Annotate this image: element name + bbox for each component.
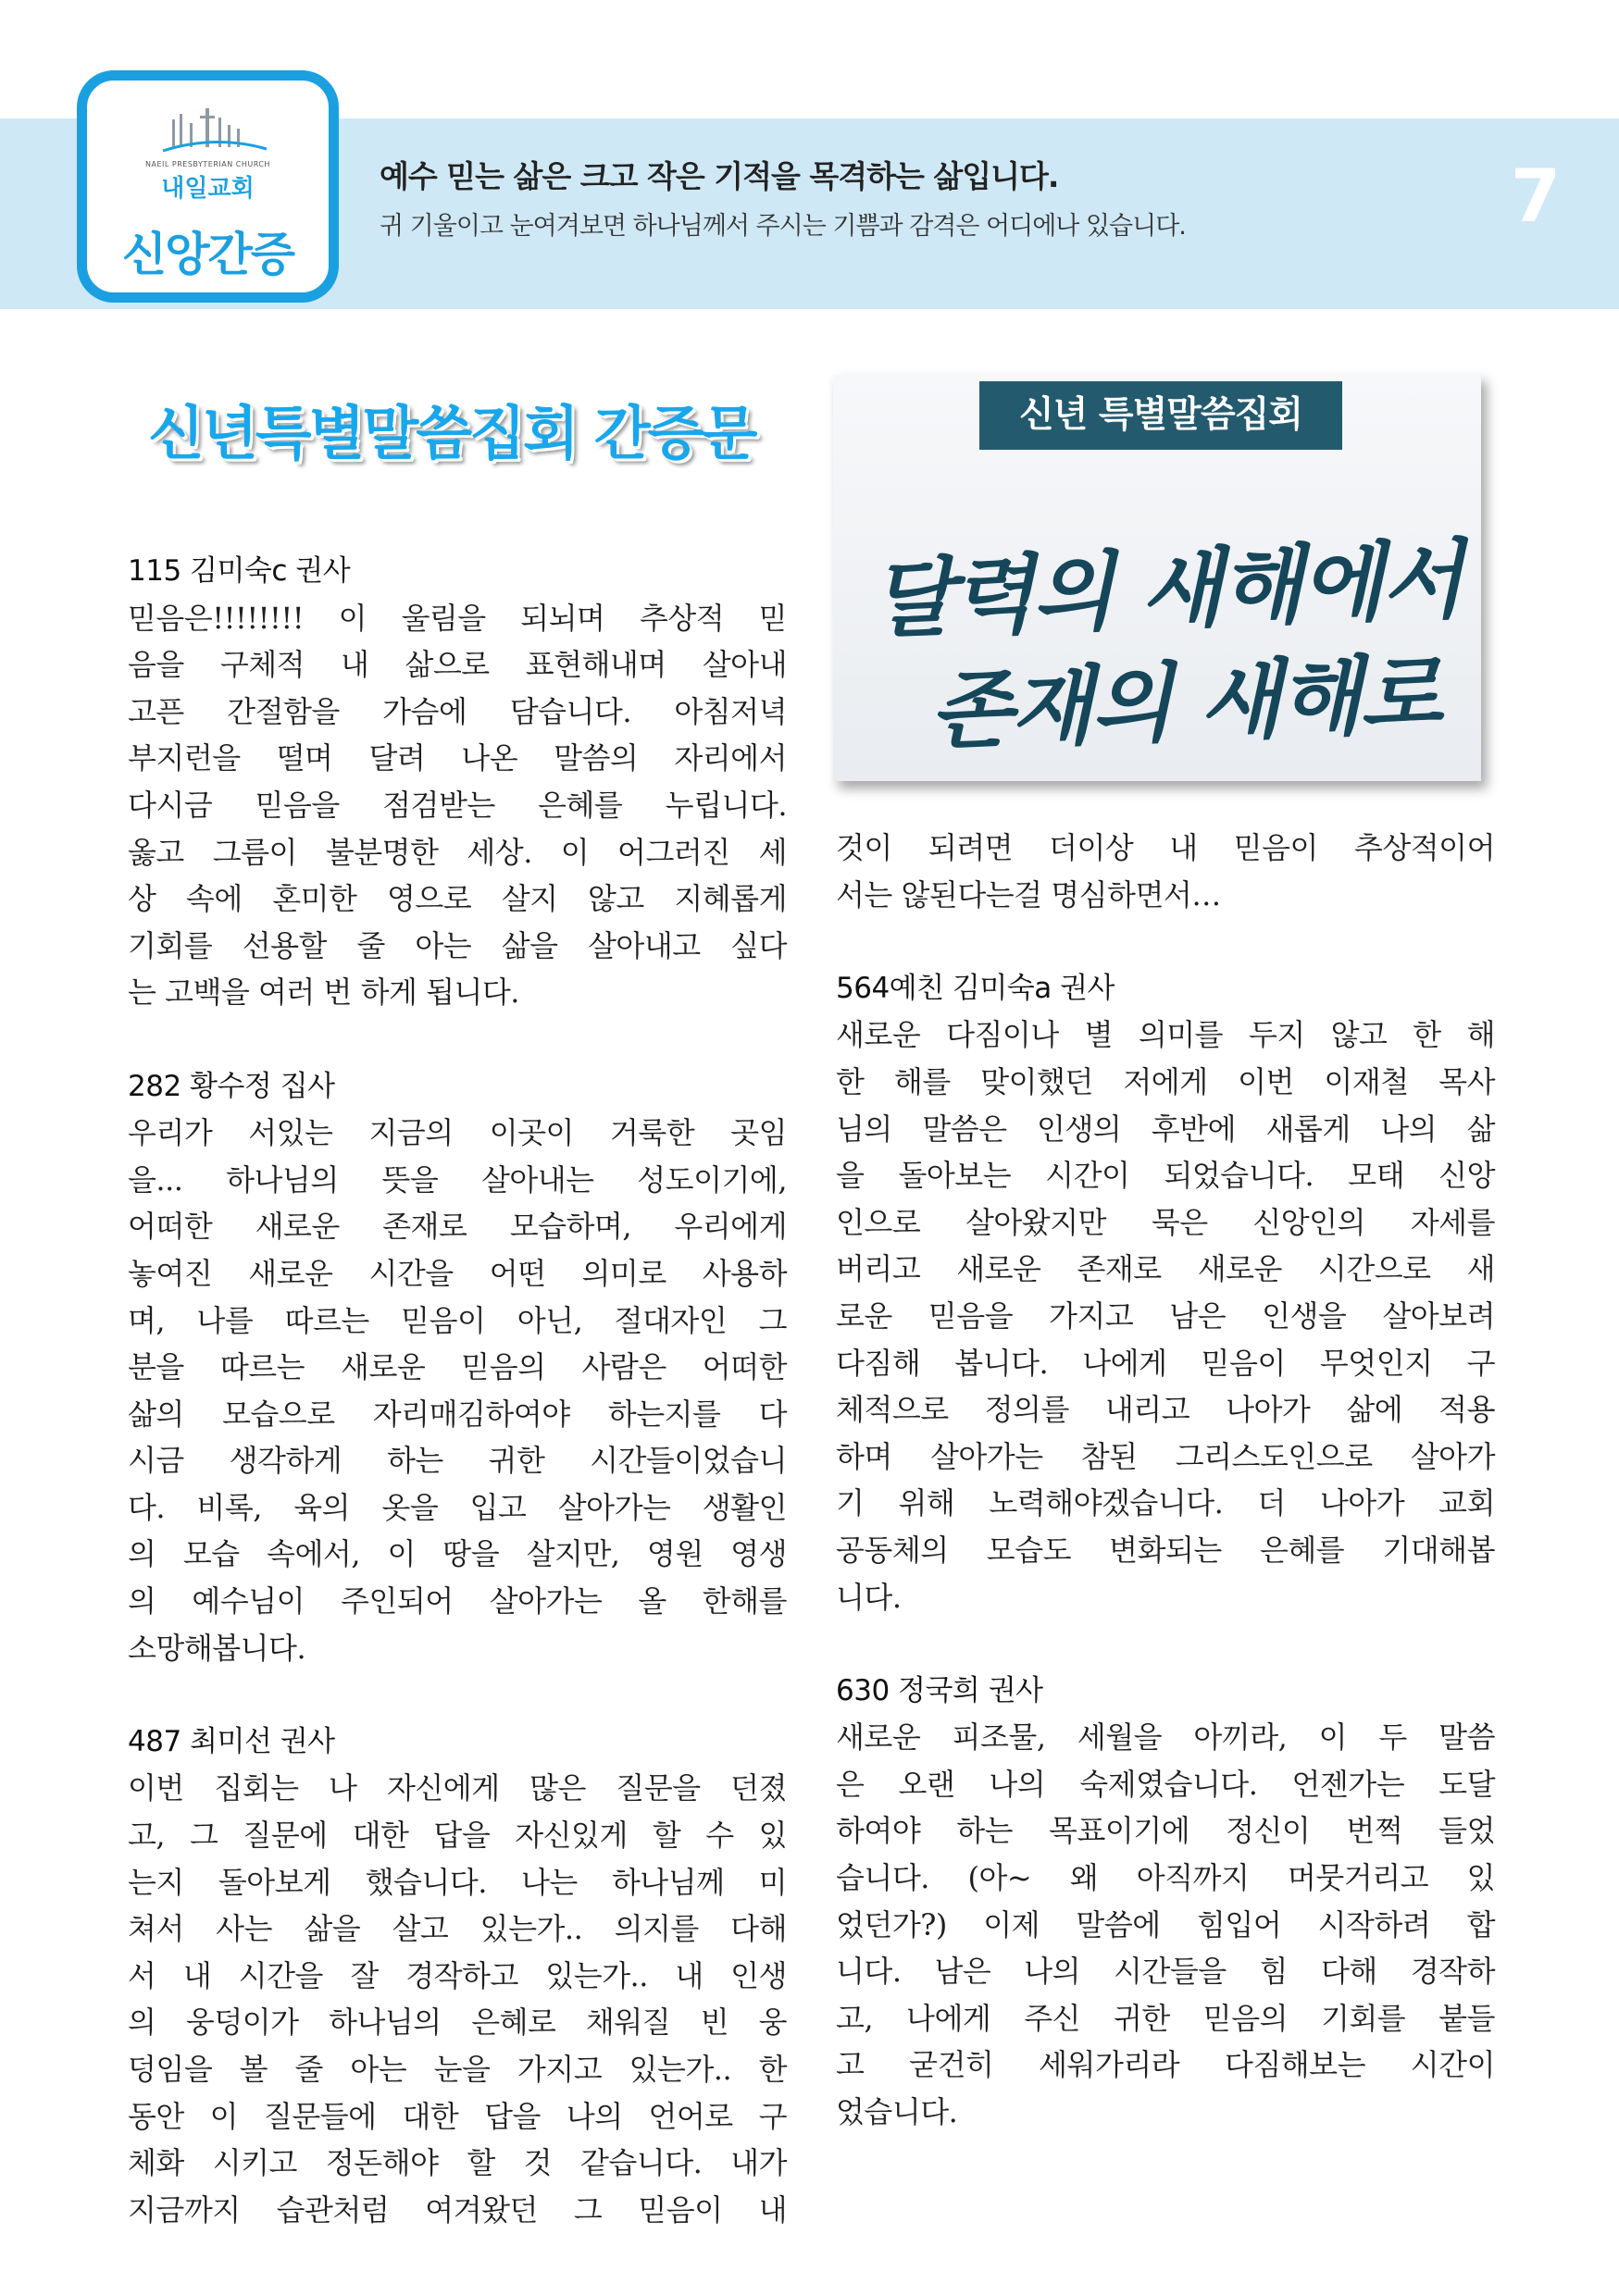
text-line: 님의 말씀은 인생의 후반에 새롭게 나의 삶	[836, 1111, 1495, 1147]
text-line: 동안 이 질문들에 대한 답을 나의 언어로 구	[128, 2098, 787, 2134]
text-line: 삶의 모습으로 자리매김하여야 하는지를 다	[128, 1396, 787, 1432]
text-line: 을 돌아보는 시간이 되었습니다. 모태 신앙	[836, 1158, 1495, 1194]
text-line: 덩임을 볼 줄 아는 눈을 가지고 있는가.. 한	[128, 2052, 787, 2087]
church-logo-icon	[159, 106, 270, 160]
text-line: 고, 그 질문에 대한 답을 자신있게 할 수 있	[128, 1818, 787, 1854]
text-line: 지금까지 습관처럼 여겨왔던 그 믿음이 내	[128, 2191, 787, 2228]
text-line: 습니다. (아~ 왜 아직까지 머뭇거리고 있	[836, 1860, 1495, 1896]
text-line: 공동체의 모습도 변화되는 은혜를 기대해봅	[836, 1532, 1495, 1568]
testimony-author: 630 정국희 권사	[836, 1673, 1043, 1707]
text-line: 다짐해 봅니다. 나에게 믿음이 무엇인지 구	[836, 1345, 1495, 1381]
text-line: 소망해봅니다.	[128, 1630, 306, 1666]
text-line: 다. 비록, 육의 옷을 입고 살아가는 생활인	[128, 1489, 787, 1525]
text-line: 하며 살아가는 참된 그리스도인으로 살아가	[836, 1438, 1495, 1474]
text-line: 니다. 남은 나의 시간들을 힘 다해 경작하	[836, 1954, 1495, 1990]
testimony-author: 487 최미선 권사	[128, 1724, 335, 1758]
text-line: 하여야 하는 목표이기에 정신이 번쩍 들었	[836, 1813, 1495, 1849]
testimony-continuation	[836, 825, 1495, 918]
text-line: 기회를 선용할 줄 아는 삶을 살아내고 싶다	[128, 927, 787, 963]
text-line: 는지 돌아보게 했습니다. 나는 하나님께 미	[128, 1864, 787, 1900]
poster-headline-2: 존재의 새해로	[928, 644, 1442, 762]
text-line: 쳐서 사는 삶을 살고 있는가.. 의지를 다해	[128, 1911, 787, 1947]
text-line: 옳고 그름이 불분명한 세상. 이 어그러진 세	[128, 834, 787, 870]
testimony-entry	[128, 1719, 787, 2234]
text-line: 한 해를 맞이했던 저에게 이번 이재철 목사	[836, 1063, 1495, 1099]
text-line: 다시금 믿음을 점검받는 은혜를 누립니다.	[128, 787, 787, 823]
text-line: 의 예수님이 주인되어 살아가는 올 한해를	[128, 1583, 787, 1620]
section-label: 신앙간증	[121, 228, 294, 281]
left-column	[128, 548, 787, 2280]
text-line: 었던가?) 이제 말씀에 힘입어 시작하려 합	[836, 1906, 1495, 1942]
testimony-author: 564예친 김미숙a 권사	[836, 971, 1115, 1005]
text-line: 이번 집회는 나 자신에게 많은 질문을 던졌	[128, 1770, 787, 1806]
text-line: 믿음은!!!!!!!! 이 울림을 되뇌며 추상적 믿	[128, 600, 787, 636]
poster-tag: 신년 특별말씀집회	[979, 381, 1342, 450]
testimony-body	[128, 595, 787, 1016]
text-line: 어떠한 새로운 존재로 모습하며, 우리에게	[128, 1209, 787, 1245]
text-line: 고, 나에게 주신 귀한 믿음의 기회를 붙들	[836, 2000, 1495, 2036]
text-line: 을... 하나님의 뜻을 살아내는 성도이기에,	[128, 1161, 787, 1198]
testimony-entry	[836, 1668, 1495, 2136]
text-line: 는 고백을 여러 번 하게 됩니다.	[128, 974, 519, 1011]
header-subtitle: 귀 기울이고 눈여겨보면 하나님께서 주시는 기쁨과 감격은 어디에나 있습니다.	[380, 212, 1186, 241]
text-line: 분을 따르는 새로운 믿음의 사람은 어떠한	[128, 1349, 787, 1385]
text-line: 우리가 서있는 지금의 이곳이 거룩한 곳임	[128, 1115, 787, 1151]
text-line: 고 굳건히 세워가리라 다짐해보는 시간이	[836, 2047, 1495, 2083]
text-line: 서는 않된다는걸 명심하면서…	[836, 876, 1221, 912]
section-logo	[77, 70, 339, 303]
text-line: 니다.	[836, 1579, 902, 1615]
text-line: 로운 믿음을 가지고 남은 인생을 살아보려	[836, 1297, 1495, 1334]
testimony-body	[128, 1765, 787, 2233]
text-line: 음을 구체적 내 삶으로 표현해내며 살아내	[128, 647, 787, 683]
testimony-entry	[128, 548, 787, 1016]
testimony-body	[836, 1011, 1495, 1620]
text-line: 고픈 간절함을 가슴에 담습니다. 아침저녁	[128, 693, 787, 729]
text-line: 버리고 새로운 존재로 새로운 시간으로 새	[836, 1251, 1495, 1287]
text-line: 의 웅덩이가 하나님의 은혜로 채워질 빈 웅	[128, 2004, 787, 2041]
text-line: 체적으로 정의를 내리고 나아가 삶에 적용	[836, 1392, 1495, 1428]
page-number: 7	[1511, 155, 1562, 239]
poster-headline-1: 달력의 새해에서	[869, 529, 1463, 651]
testimony-author: 282 황수정 집사	[128, 1069, 335, 1103]
text-line: 부지런을 떨며 달려 나온 말씀의 자리에서	[128, 740, 787, 776]
text-line: 체화 시키고 정돈해야 할 것 같습니다. 내가	[128, 2145, 787, 2181]
text-line: 서 내 시간을 잘 경작하고 있는가.. 내 인생	[128, 1957, 787, 1993]
text-line: 의 모습 속에서, 이 땅을 살지만, 영원 영생	[128, 1536, 787, 1572]
text-line: 며, 나를 따르는 믿음이 아닌, 절대자인 그	[128, 1302, 787, 1338]
text-line: 새로운 다짐이나 별 의미를 두지 않고 한 해	[836, 1017, 1495, 1053]
logo-tagline: NAEIL PRESBYTERIAN CHURCH	[145, 160, 270, 168]
text-line: 기 위해 노력해야겠습니다. 더 나아가 교회	[836, 1485, 1495, 1521]
right-column	[836, 825, 1495, 2182]
testimony-body	[836, 1714, 1495, 2135]
article-title: 신년특별말씀집회 간증문	[148, 400, 755, 467]
text-line: 인으로 살아왔지만 묵은 신앙인의 자세를	[836, 1204, 1495, 1240]
testimony-body	[128, 1110, 787, 1671]
testimony-body	[836, 825, 1495, 918]
testimony-entry	[836, 965, 1495, 1620]
header-title: 예수 믿는 삶은 크고 작은 기적을 목격하는 삶입니다.	[380, 158, 1059, 194]
testimony-entry	[128, 1063, 787, 1672]
text-line: 새로운 피조물, 세월을 아끼라, 이 두 말씀	[836, 1719, 1495, 1756]
text-line: 상 속에 혼미한 영으로 살지 않고 지혜롭게	[128, 881, 787, 917]
text-line: 은 오랜 나의 숙제였습니다. 언젠가는 도달	[836, 1766, 1495, 1802]
logo-church-name: 내일교회	[161, 175, 255, 203]
text-line: 것이 되려면 더이상 내 믿음이 추상적이어	[836, 830, 1495, 865]
text-line: 시금 생각하게 하는 귀한 시간들이었습니	[128, 1443, 787, 1479]
text-line: 놓여진 새로운 시간을 어떤 의미로 사용하	[128, 1255, 787, 1291]
text-line: 었습니다.	[836, 2094, 958, 2130]
event-poster	[833, 374, 1481, 781]
testimony-author: 115 김미숙c 권사	[128, 554, 351, 588]
